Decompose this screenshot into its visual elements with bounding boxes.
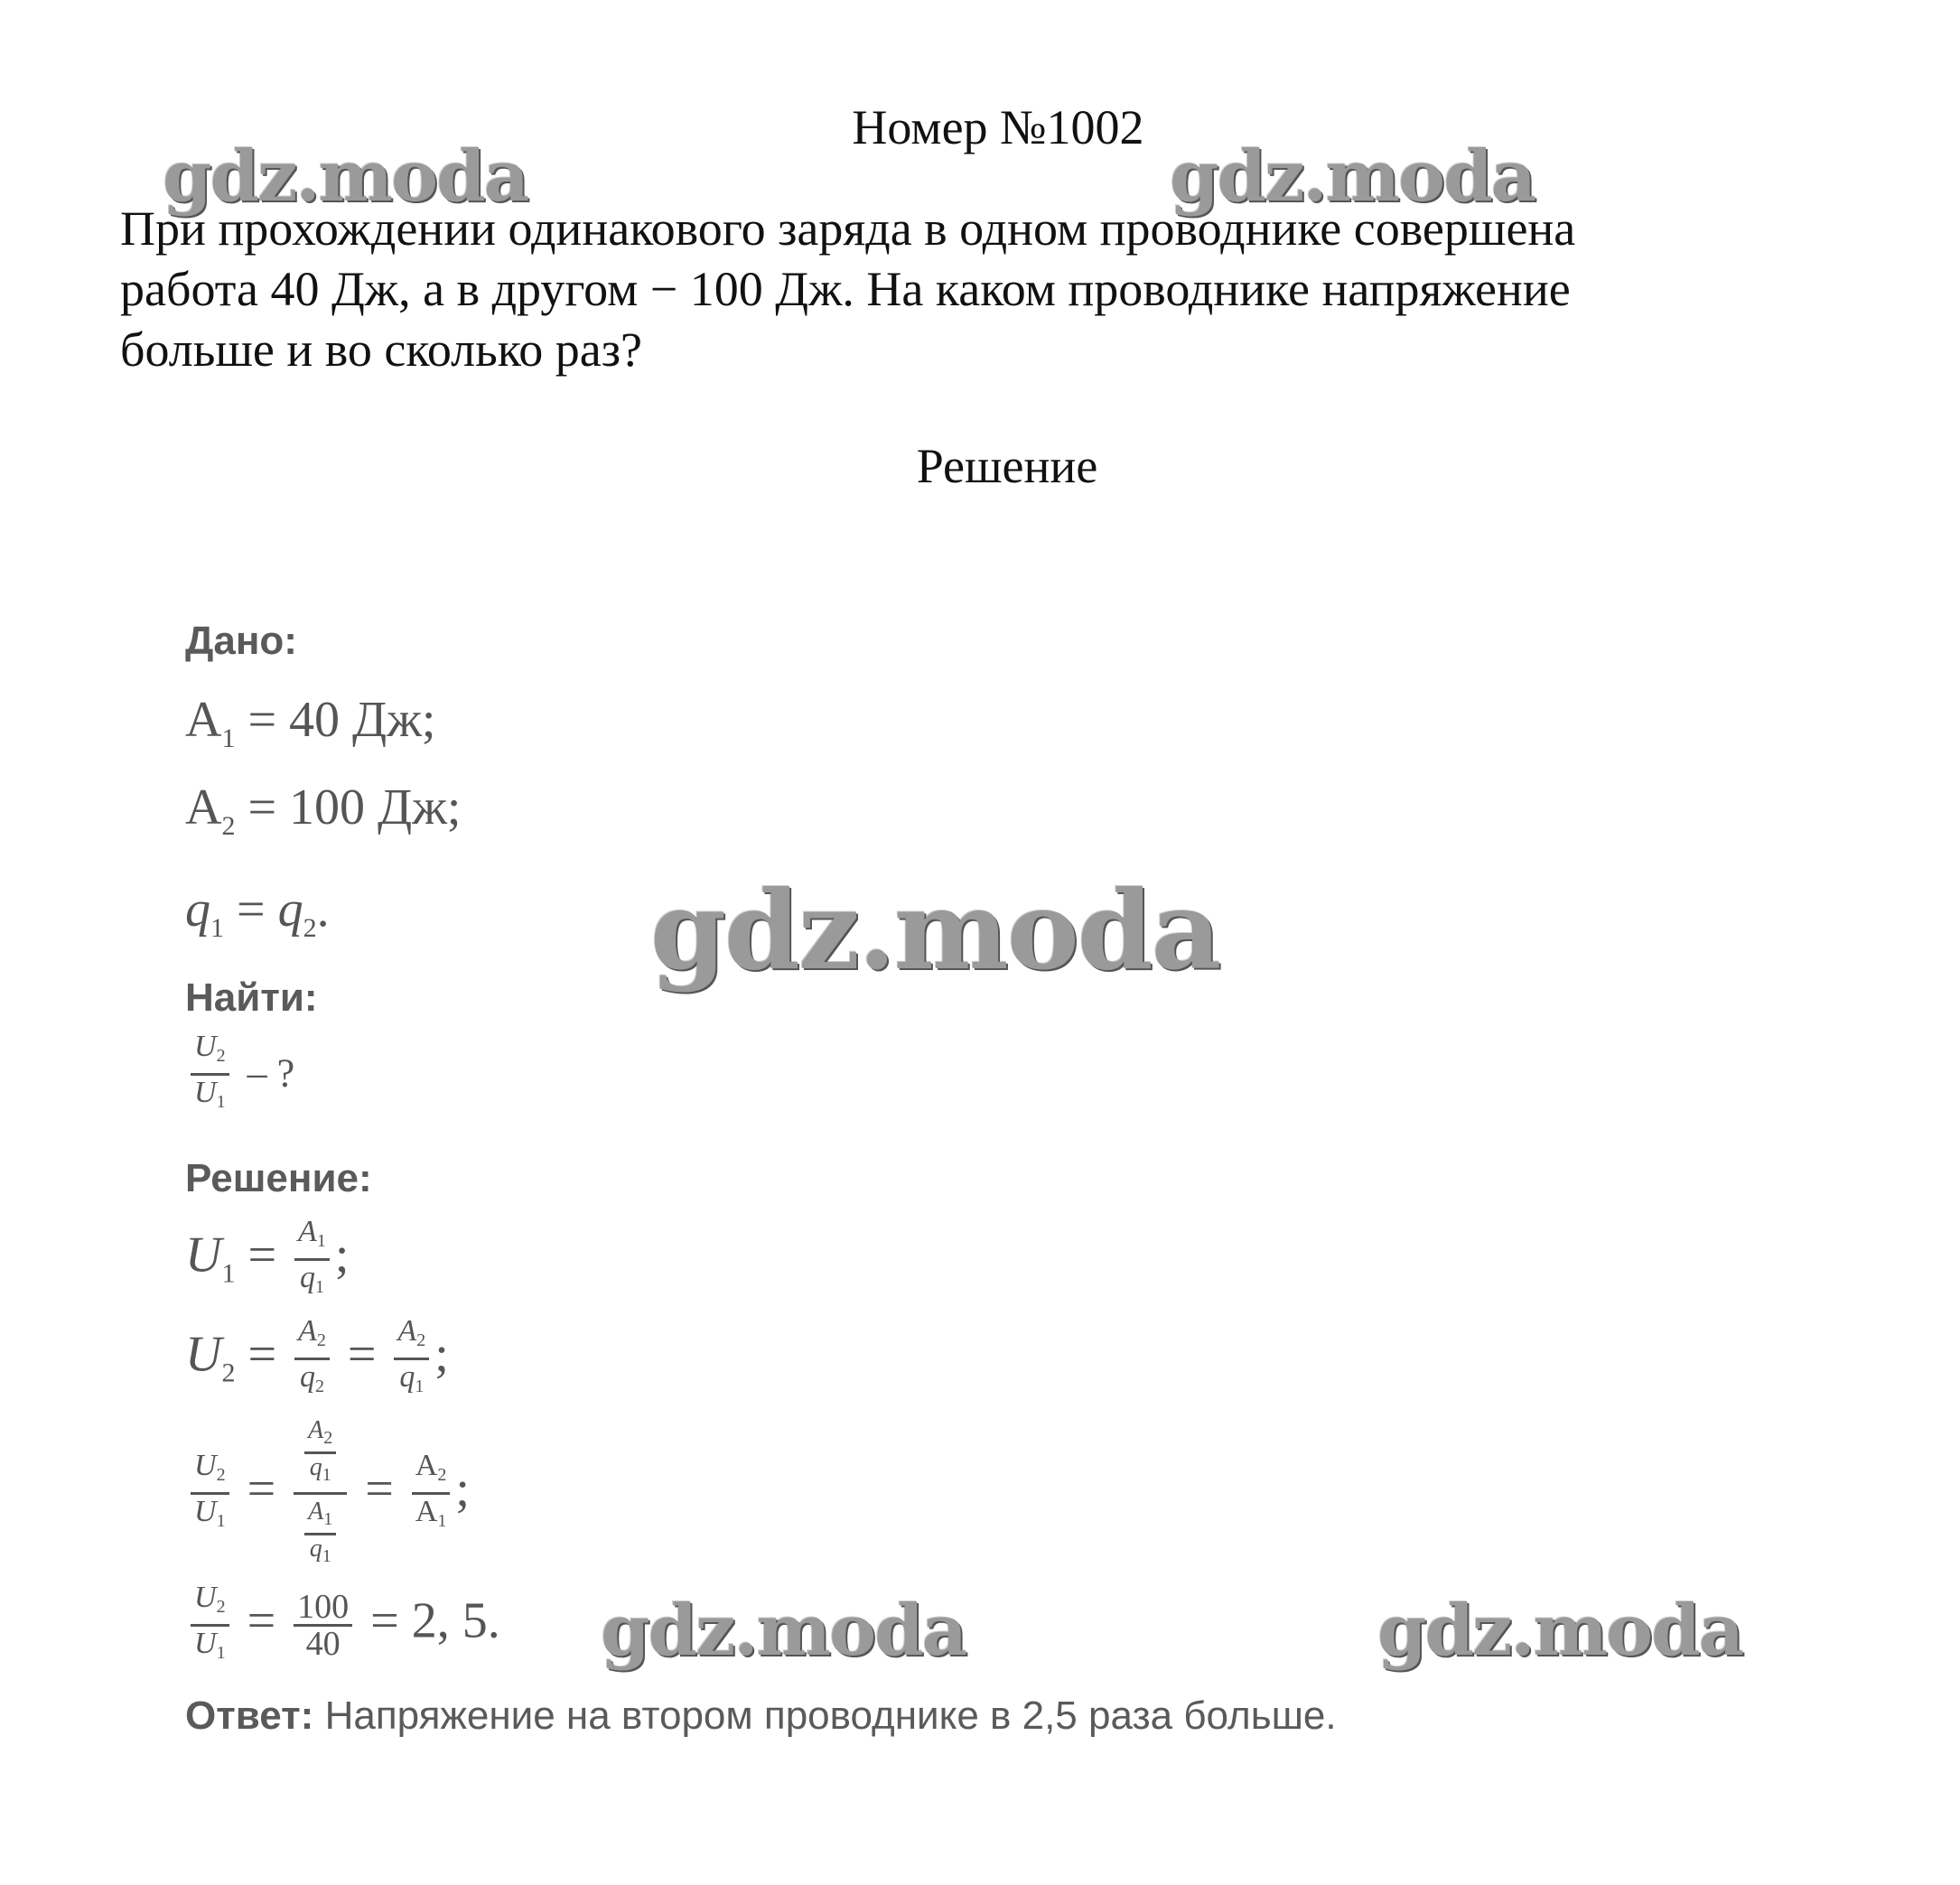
nested-fraction [294,1414,347,1573]
ratio-fraction: $\frac{U_2}{U_1}$ [191,1449,229,1538]
ratio-fraction: $\frac{U_2}{U_1}$ [191,1581,229,1670]
given-a1-value: = 40 Дж; [247,692,436,748]
answer-text: Напряжение на втором проводнике в 2,5 раза больше. [313,1694,1337,1738]
problem-statement [120,199,1836,380]
a2-over-q1: $\frac{A_2}{q_1}$ [394,1314,429,1404]
result-value: = 2, 5. [370,1592,500,1649]
problem-line: больше и во сколько раз? [120,322,642,377]
formula-ratio: $\frac{U_2}{U_1}$ = $\frac{\frac{A_2}{q_1}}{\frac{A_1}{q_1}}$ = $\frac{A_2}{A_1}$ ; [185,1414,470,1573]
watermark: gdz.moda [650,867,1220,994]
answer-label: Ответ: [185,1694,314,1738]
formula-result: $\frac{U_2}{U_1}$ = $\frac{100}{40}$ = 2, 5. [185,1581,500,1670]
a2-over-q1: $\frac{A_2}{q_1}$ [304,1417,336,1488]
charges-equals: = [237,882,266,938]
result-denominator: 40 [305,1625,341,1663]
result-numerator: 100 [294,1590,352,1627]
find-suffix: – ? [247,1050,295,1096]
watermark: gdz.moda [601,1590,966,1672]
given-label: Дано: [185,619,297,663]
solution-label: Решение: [185,1156,372,1200]
find-ratio [185,1030,294,1119]
given-charges: $q_1 = q_2$. [185,882,330,943]
formula-u1: $U_1$ = $\frac{A_1}{q_1}$ ; [185,1215,349,1304]
formula-u2: $U_2$ = $\frac{A_2}{q_2}$ = $\frac{A_2}{q_1}$ ; [185,1314,449,1404]
answer-line [185,1694,1337,1739]
problem-line: При прохождении одинакового заряда в одном проводнике совершена [120,201,1576,256]
watermark: gdz.moda [1377,1590,1743,1672]
problem-line: работа 40 Дж, а в другом − 100 Дж. На каком проводнике напряжение [120,262,1571,316]
find-label: Найти: [185,975,318,1020]
page-title: Номер №1002 [852,100,1144,154]
given-a2: $A_2 = 100$ Дж; [185,779,462,841]
a1-over-q1: $\frac{A_1}{q_1}$ [304,1498,336,1570]
solution-heading: Решение [916,439,1098,493]
given-a1: $A_1 = 40$ Дж; [185,692,436,753]
watermark: gdz.moda [163,135,528,218]
ratio-fraction: $\frac{U_2}{U_1}$ [191,1030,229,1119]
charges-end: . [316,882,330,938]
given-a2-value: = 100 Дж; [247,779,462,835]
numeric-fraction [294,1590,352,1661]
watermark: gdz.moda [1170,135,1535,218]
a2-over-q2: $\frac{A_2}{q_2}$ [294,1314,330,1404]
a1-over-q1: $\frac{A_1}{q_1}$ [294,1215,330,1304]
a2-over-a1: $\frac{A_2}{A_1}$ [412,1449,451,1538]
